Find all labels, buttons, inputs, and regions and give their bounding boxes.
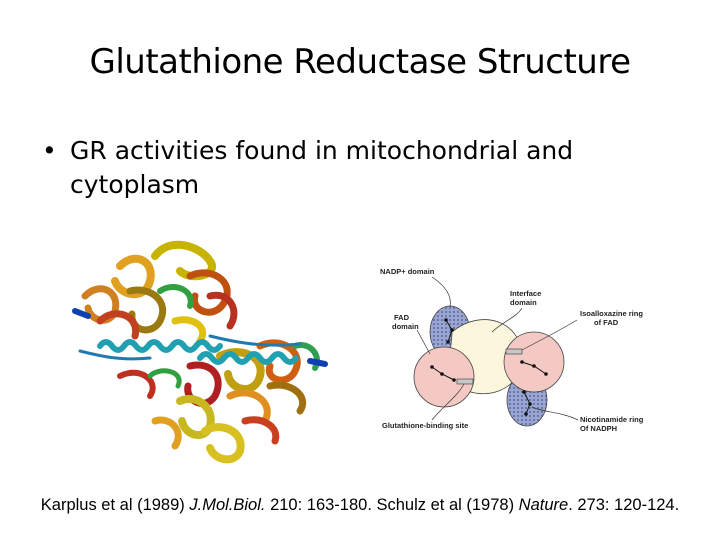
label-isoalloxazine-2: of FAD: [594, 318, 619, 327]
label-fad-2: domain: [392, 322, 419, 331]
label-interface-1: Interface: [510, 289, 542, 298]
label-interface-2: domain: [510, 298, 537, 307]
domain-schematic-diagram: [372, 262, 662, 442]
slide-title: Glutathione Reductase Structure: [89, 42, 631, 82]
label-nicotinamide-2: Of NADPH: [580, 424, 618, 433]
citation-part1: Karplus et al (1989): [40, 496, 190, 514]
citation-journal2: Nature: [518, 496, 569, 514]
label-nicotinamide-1: Nicotinamide ring: [580, 415, 644, 424]
label-isoalloxazine-1: Isoalloxazine ring: [580, 309, 643, 318]
citation-part2: 210: 163-180. Schulz et al (1978): [265, 496, 519, 514]
citation-text: [0, 496, 720, 515]
citation-part3: . 273: 120-124.: [568, 496, 680, 514]
label-glutathione-site: Glutathione-binding site: [382, 421, 469, 430]
bullet-text: GR activities found in mitochondrial and cytoplasm: [70, 136, 574, 199]
label-nadp-domain: NADP+ domain: [380, 267, 435, 276]
label-fad-1: FAD: [394, 313, 409, 322]
protein-ribbon-image: [60, 236, 340, 466]
bullet-item: [42, 134, 682, 202]
bullet-dot-icon: •: [42, 136, 57, 165]
citation-journal1: J.Mol.Biol.: [189, 496, 266, 514]
